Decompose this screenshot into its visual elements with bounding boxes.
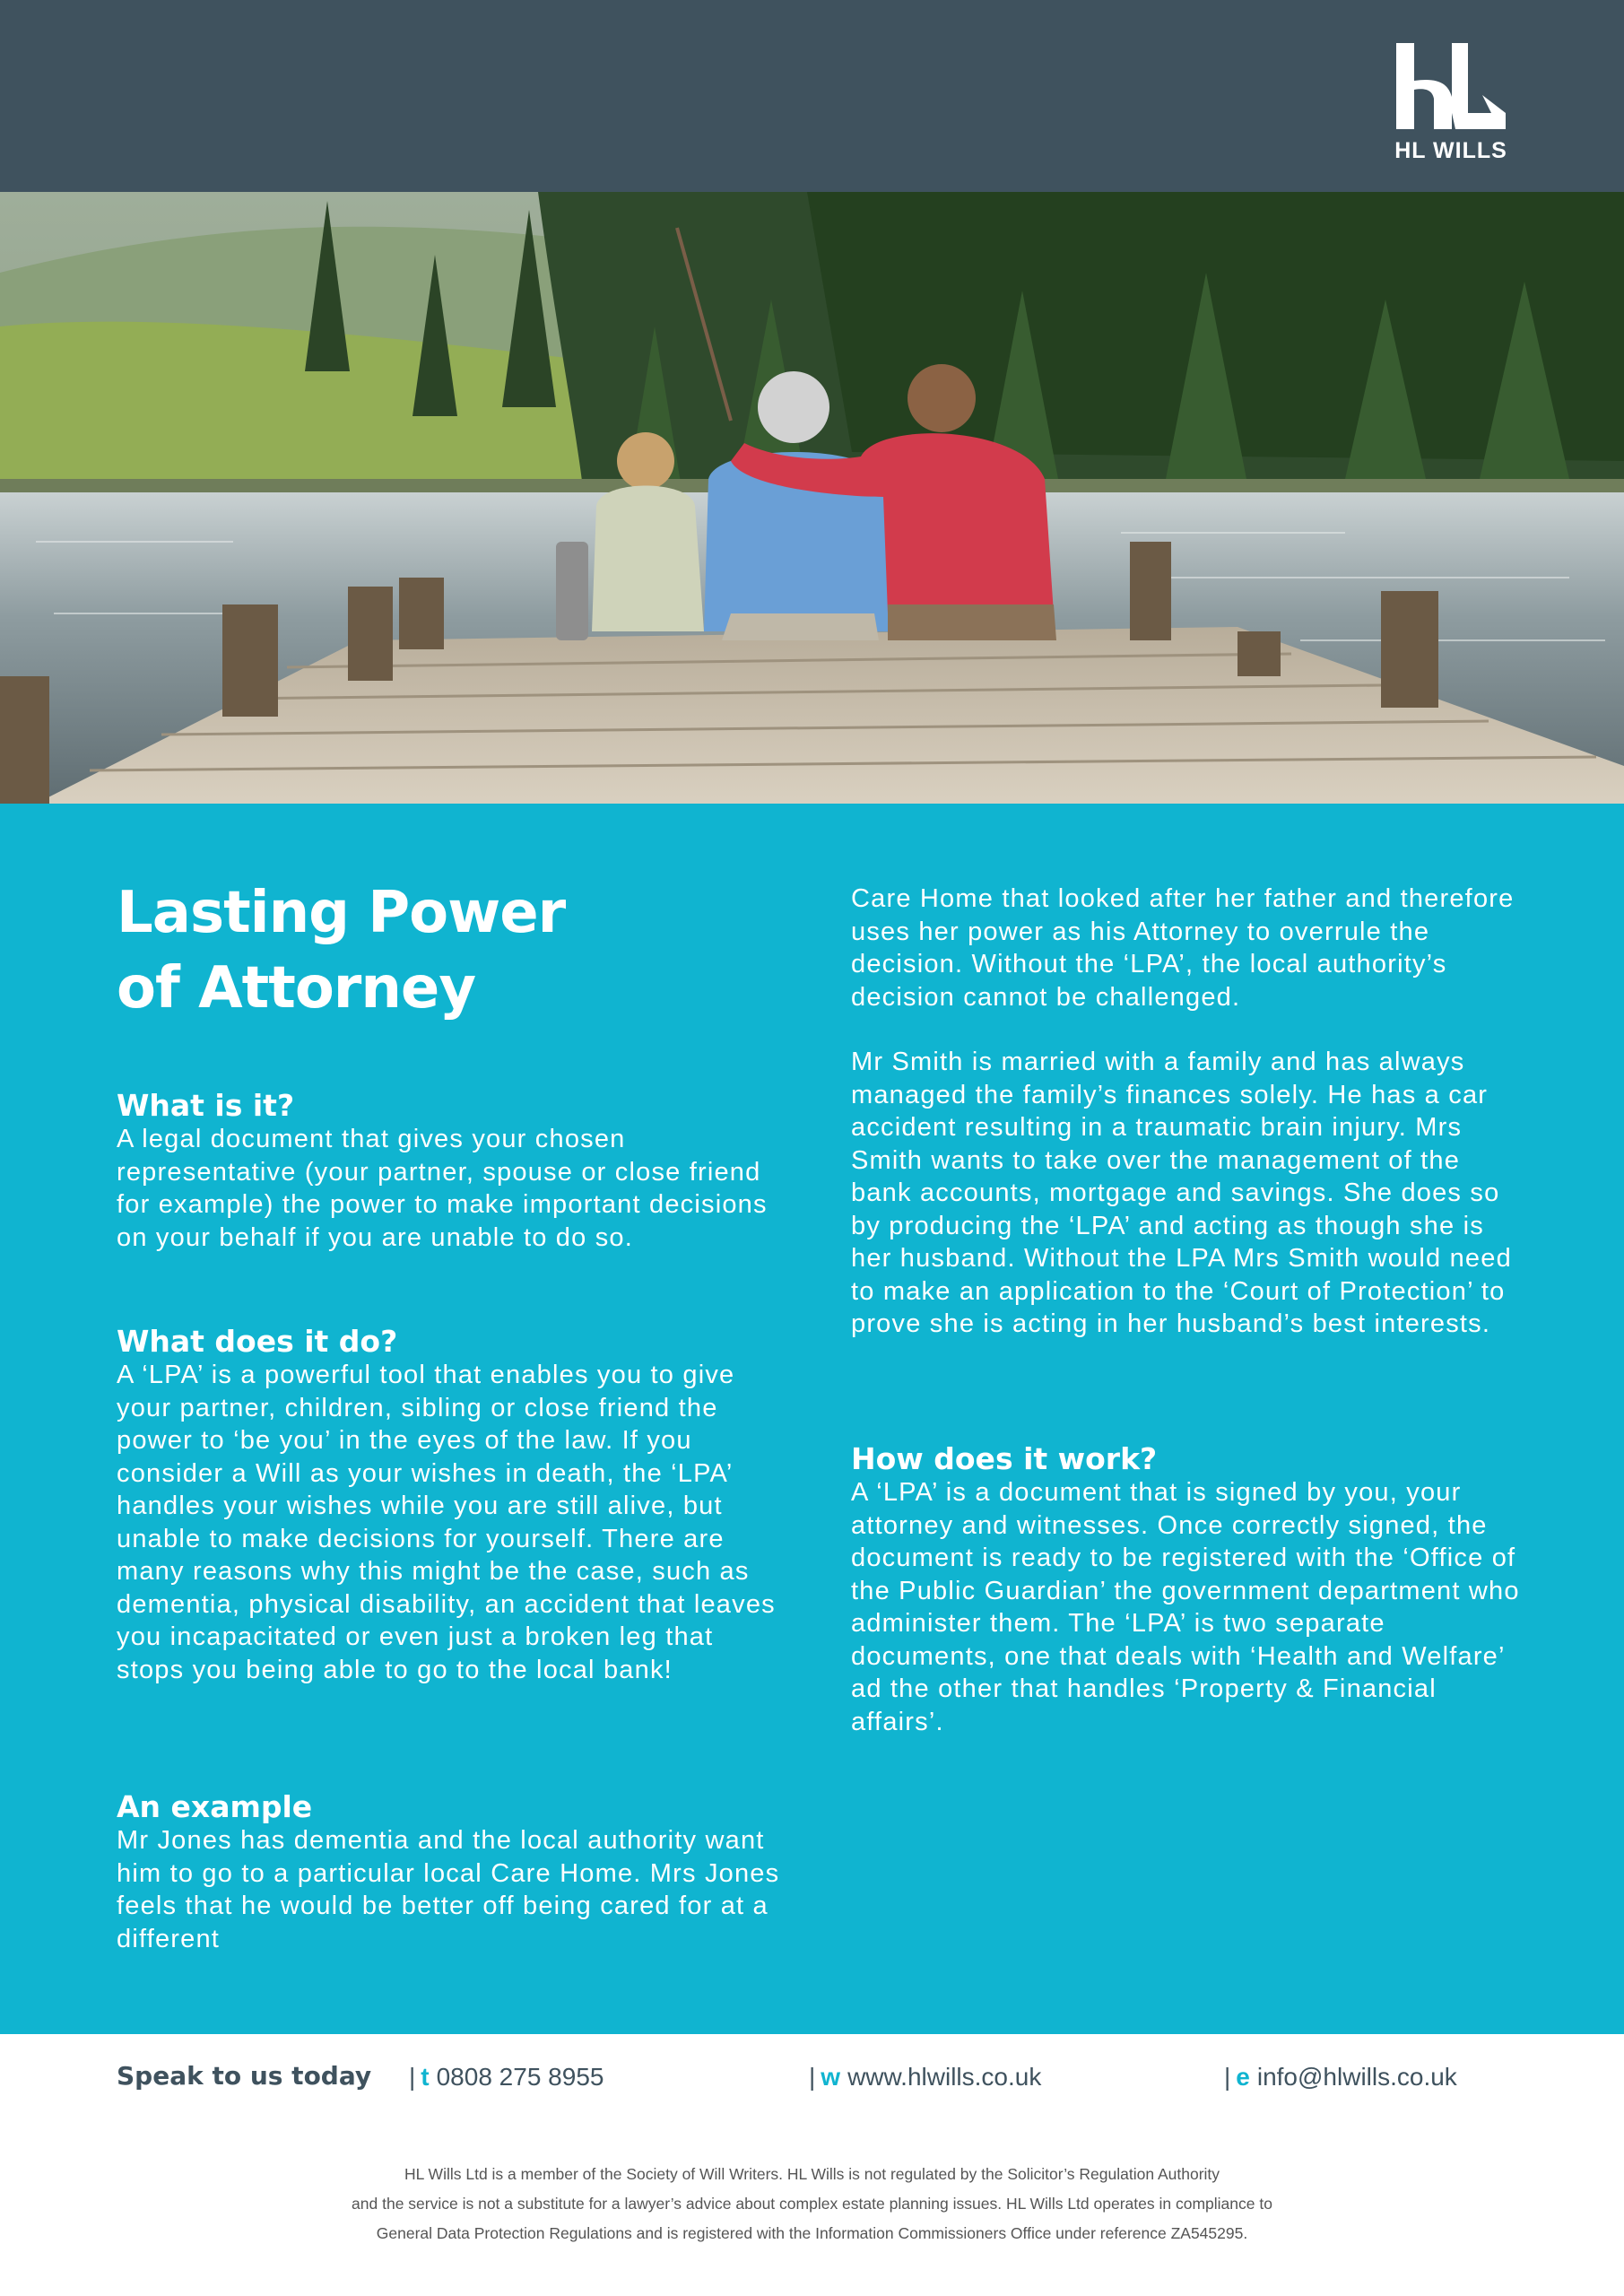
hl-wills-logo[interactable] [1393,41,1509,167]
section-how-does-it-work [851,1442,1524,1738]
email-contact[interactable] [1224,2063,1457,2092]
section-example-two [851,1046,1524,1341]
website-link[interactable]: www.hlwills.co.uk [847,2063,1042,2091]
section-body: Mr Smith is married with a family and has always managed the family’s finances solely. He has a car accident resulting in a traumatic brain injury. Mrs Smith wants to take over the management of the bank accounts, mortgage and savings. She does so by producing the ‘LPA’ and acting as though she is her husband. Without the LPA Mrs Smith would need to make an application to the ‘Court of Protection’ to prove she is acting in her husband’s best interests. [851,1048,1512,1338]
separator: | [1224,2063,1231,2091]
page-title [117,875,565,1026]
section-body: A ‘LPA’ is a document that is signed by you, your attorney and witnesses. Once correctly signed, the document is ready to be registered with the ‘Office of the Public Guardian’ the government department who administer them. The ‘LPA’ is two separate documents, one that deals with ‘Health and Welfare’ ad the other that handles ‘Property & Financial affairs’. [851,1478,1520,1736]
legal-disclaimer [206,2160,1418,2248]
phone-key: t [421,2063,430,2091]
section-an-example [117,1790,780,1955]
phone-number[interactable]: 0808 275 8955 [436,2063,604,2091]
section-what-is-it [117,1089,780,1254]
section-example-continued [851,883,1524,1013]
phone-contact[interactable] [409,2063,604,2092]
section-body: Mr Jones has dementia and the local authority want him to go to a particular local Care Home. Mrs Jones feels that he would be better off being cared for at a different [117,1826,780,1953]
section-body: A legal document that gives your chosen representative (your partner, spouse or close friend for example) the power to make important decisions on your behalf if you are unable to do so. [117,1125,768,1252]
page-title-line-2: of Attorney [117,955,476,1022]
section-heading: What is it? [117,1088,295,1123]
legal-line: General Data Protection Regulations and is registered with the Information Commissioners Office under reference ZA545295. [376,2224,1248,2242]
hero-photo [0,192,1624,804]
email-link[interactable]: info@hlwills.co.uk [1256,2063,1457,2091]
content-panel [0,804,1624,2034]
section-body: Care Home that looked after her father and therefore uses her power as his Attorney to overrule the decision. Without the ‘LPA’, the local authority’s decision cannot be challenged. [851,884,1515,1012]
header-bar [0,0,1624,192]
speak-to-us-label: Speak to us today [117,2061,372,2091]
section-heading: An example [117,1789,313,1824]
legal-line: and the service is not a substitute for a lawyer’s advice about complex estate planning issues. HL Wills Ltd operates in compliance to [352,2195,1272,2213]
section-body: A ‘LPA’ is a powerful tool that enables you to give your partner, children, sibling or close friend the power to ‘be you’ in the eyes of the law. If you consider a Will as your wishes in death, the ‘LPA’ handles your wishes while you are still alive, but unable to make decisions for yourself. There are many reasons why this might be the case, such as dementia, physical disability, an accident that leaves you incapacitated or even just a broken leg that stops you being able to go to the local bank! [117,1361,776,1684]
section-heading: How does it work? [851,1441,1158,1476]
jetty-fishing-illustration [0,192,1624,804]
legal-line: HL Wills Ltd is a member of the Society of Will Writers. HL Wills is not regulated by the Solicitor’s Regulation Authority [404,2165,1220,2183]
email-key: e [1236,2063,1250,2091]
separator: | [809,2063,816,2091]
web-key: w [821,2063,841,2091]
website-contact[interactable] [809,2063,1041,2092]
separator: | [409,2063,416,2091]
section-what-does-it-do [117,1325,780,1686]
logo-wordmark: HL WILLS [1394,138,1507,163]
section-heading: What does it do? [117,1324,398,1359]
page-title-line-1: Lasting Power [117,880,566,946]
hl-logo-icon [1393,41,1509,131]
